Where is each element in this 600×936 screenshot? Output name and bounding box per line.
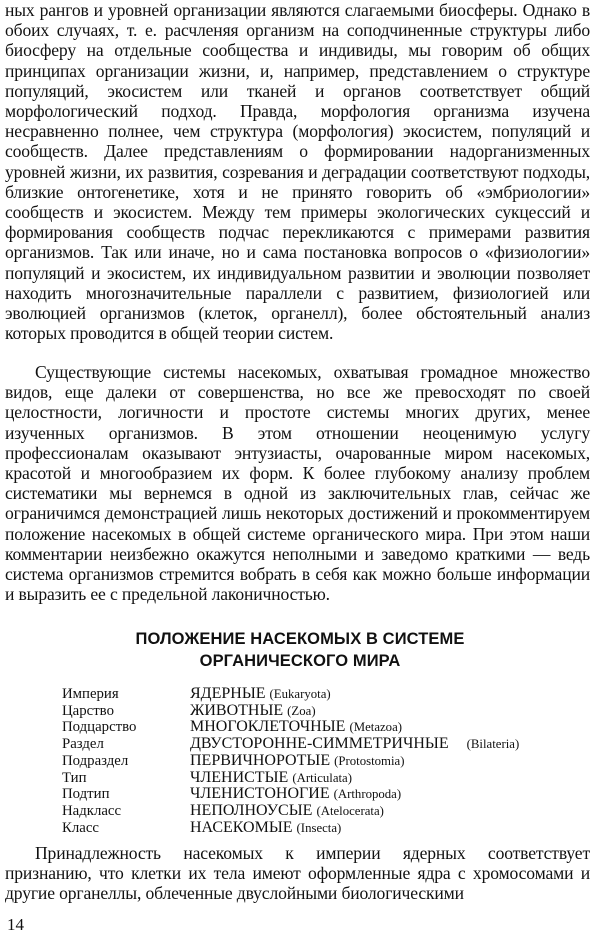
taxonomy-latin: (Atelocerata) (316, 803, 384, 818)
taxonomy-row (62, 753, 519, 770)
taxonomy-latin: (Zoa) (287, 703, 316, 718)
taxonomy-taxon: ЧЛЕНИСТОНОГИЕ (190, 785, 330, 803)
taxonomy-latin: (Arthropoda) (333, 787, 402, 802)
page-number: 14 (7, 915, 24, 934)
taxonomy-row (62, 736, 519, 753)
section-heading (0, 628, 600, 672)
body-text-block-3 (5, 843, 590, 904)
taxonomy-table (62, 686, 519, 836)
taxonomy-rank: Империя (62, 686, 119, 702)
taxonomy-row (62, 803, 519, 820)
taxonomy-rank: Подраздел (62, 752, 129, 769)
taxonomy-taxon: ПЕРВИЧНОРОТЫЕ (190, 751, 331, 769)
taxonomy-taxon: ДВУСТОРОННЕ-СИММЕТРИЧНЫЕ (190, 735, 449, 753)
taxonomy-taxon: ЖИВОТНЫЕ (190, 701, 284, 719)
taxonomy-taxon: НЕПОЛНОУСЫЕ (190, 801, 313, 819)
body-text-block-1 (5, 0, 590, 343)
taxonomy-latin: (Articulata) (292, 770, 352, 785)
taxonomy-row (62, 786, 519, 803)
taxonomy-taxon: ЯДЕРНЫЕ (190, 685, 266, 702)
paragraph-1: ных рангов и уровней организации являются слагаемыми биосферы. Однако в обоих случаях, т. е. расчленяя организм на соподчиненные структуры либо биосферу на отдельные сообщества и индивиды, мы говорим об общих принципах организации жизни, и, например, представлением о структуре популяций, экосистем или тканей и органов соответствует общий морфологический подход. Правда, морфология организма изучена несравненно полнее, чем структура (морфология) экосистем, популяций и сообществ. Далее представлениям о формировании надорганизменных уровней жизни, их развития, созревания и деградации соответствуют подходы, близкие онтогенетике, хотя и не принято говорить об «эмбриологии» сообществ и экосистем. Между тем примеры экологических сукцессий и формирования сообществ подчас перекликаются с примерами развития организмов. Так или иначе, но и сама постановка вопросов о «физиологии» популяций и экосистем, их индивидуальном развитии и эволюции позволяет находить многозначительные параллели с развитием, физиологией или эволюцией организмов (клеток, органелл), более обстоятельный анализ которых проводится в общей теории систем. (5, 0, 590, 344)
taxonomy-row (62, 820, 519, 837)
section-heading-line-1: ПОЛОЖЕНИЕ НАСЕКОМЫХ В СИСТЕМЕ (135, 630, 465, 648)
taxonomy-rank: Подтип (62, 786, 110, 803)
taxonomy-taxon: ЧЛЕНИСТЫЕ (190, 768, 289, 786)
taxonomy-taxon: НАСЕКОМЫЕ (190, 818, 293, 836)
taxonomy-row (62, 703, 519, 720)
body-text-block-2 (5, 362, 590, 604)
taxonomy-row (62, 719, 519, 736)
taxonomy-rank: Класс (62, 819, 99, 836)
taxonomy-row (62, 686, 519, 703)
taxonomy-rank: Царство (62, 702, 114, 719)
taxonomy-rank: Тип (62, 769, 87, 786)
taxonomy-rank: Надкласс (62, 802, 122, 819)
taxonomy-rank: Подцарство (62, 719, 137, 736)
taxonomy-latin: (Eukaryota) (269, 687, 331, 701)
taxonomy-rank: Раздел (62, 736, 104, 753)
taxonomy-row (62, 770, 519, 787)
taxonomy-latin: (Protostomia) (334, 753, 405, 768)
paragraph-2: Существующие системы насекомых, охватывая громадное множество видов, еще далеки от совершенства, но все же превосходят по своей целостности, логичности и простоте системы многих других, менее изученных организмов. В этом отношении неоценимую услугу профессионалам оказывают энтузиасты, очарованные миром насекомых, красотой и многообразием их форм. К более глубокому анализу проблем систематики мы вернемся в одной из заключительных глав, сейчас же ограничимся демонстрацией лишь некоторых достижений и прокомментируем положение насекомых в общей системе органического мира. При этом наши комментарии неизбежно окажутся неполными и заведомо краткими — ведь система организмов стремится вобрать в себя как можно больше информации и выразить ее с предельной лаконичностью. (5, 362, 590, 605)
taxonomy-latin: (Insecta) (296, 820, 342, 835)
taxonomy-latin: (Bilateria) (466, 737, 520, 752)
paragraph-3: Принадлежность насекомых к империи ядерных соответствует признанию, что клетки их тела имеют оформленные ядра с хромосомами и другие органеллы, облеченные двуслойными биологическими (5, 843, 590, 904)
section-heading-line-2: ОРГАНИЧЕСКОГО МИРА (199, 652, 401, 670)
taxonomy-taxon: МНОГОКЛЕТОЧНЫЕ (190, 718, 346, 736)
taxonomy-latin: (Metazoa) (349, 720, 403, 735)
